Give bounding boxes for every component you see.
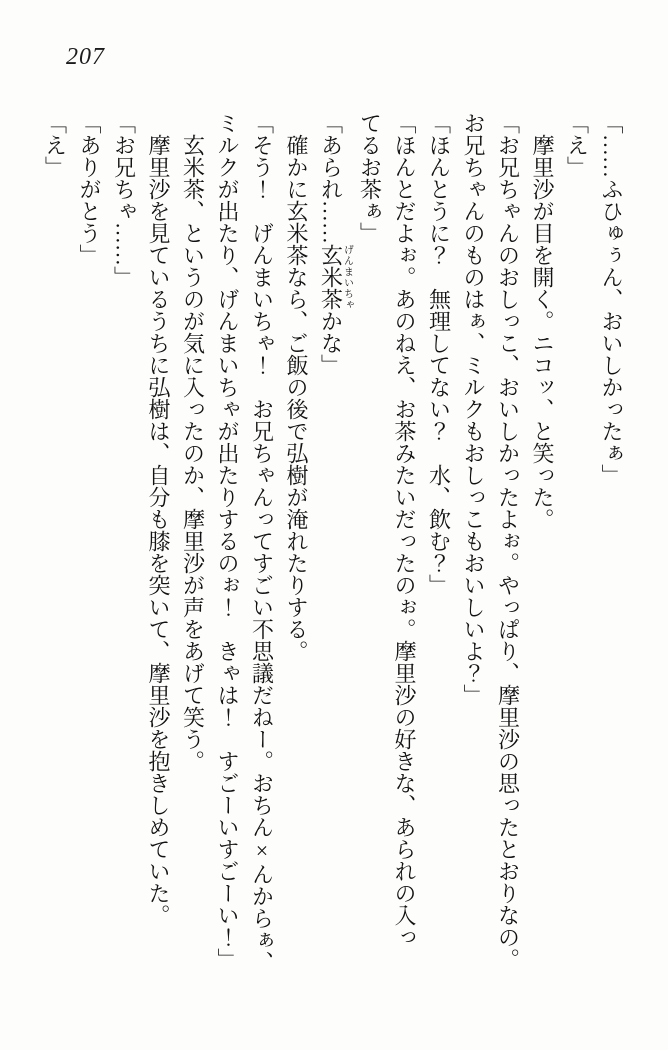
text-line: 「ありがとう」 [77,112,102,266]
ruby-furigana-text: げんまいちゃ [341,244,353,310]
text-line: ミルクが出たり、げんまいちゃが出たりするのぉ！ きゃは！ すごーいすごーい！」 [215,112,240,970]
ruby-before-text: 「あられ…… [318,112,344,244]
text-line: 玄米茶、というのが気に入ったのか、摩里沙が声をあげて笑う。 [180,112,206,772]
text-line: 「ほんとだよぉ。あのねえ、お茶みたいだったのぉ。摩里沙の好きな、あられの入っ [392,112,417,948]
text-line: 摩里沙が目を開く。ニコッ、と笑った。 [530,112,555,530]
text-line: 「お兄ちゃんのおしっこ、おいしかったよぉ。やっぱり、摩里沙の思ったとおりなの。 [495,112,521,970]
text-line: てるお茶ぁ」 [357,112,383,244]
text-line: 「ほんとうに？ 無理してない？ 水、飲む？」 [426,112,452,596]
ruby-annotation [318,244,353,310]
text-line-with-ruby [313,112,352,997]
text-line: 「お兄ちゃ……」 [111,112,137,288]
ruby-after-text: かな」 [318,310,344,376]
text-line: 「……ふひゅぅん、おいしかったぁ」 [599,112,624,486]
page-number: 207 [66,44,105,70]
vertical-text-block [37,112,628,997]
text-line: 「そう！ げんまいちゃ！ お兄ちゃんってすごい不思議だねー。おちん×んからぁ、 [249,112,275,973]
text-line: 「え」 [42,112,68,178]
text-line: 「え」 [564,112,590,178]
text-line: 確かに玄米茶なら、ご飯の後で弘樹が淹れたりする。 [284,112,309,662]
text-line: 摩里沙を見ているうちに弘樹は、自分も膝を突いて、摩里沙を抱きしめていた。 [146,112,171,926]
text-line: お兄ちゃんのものはぁ、ミルクもおしっこもおいしいよ？」 [461,112,486,706]
ruby-base-text: 玄米茶 [318,244,344,310]
